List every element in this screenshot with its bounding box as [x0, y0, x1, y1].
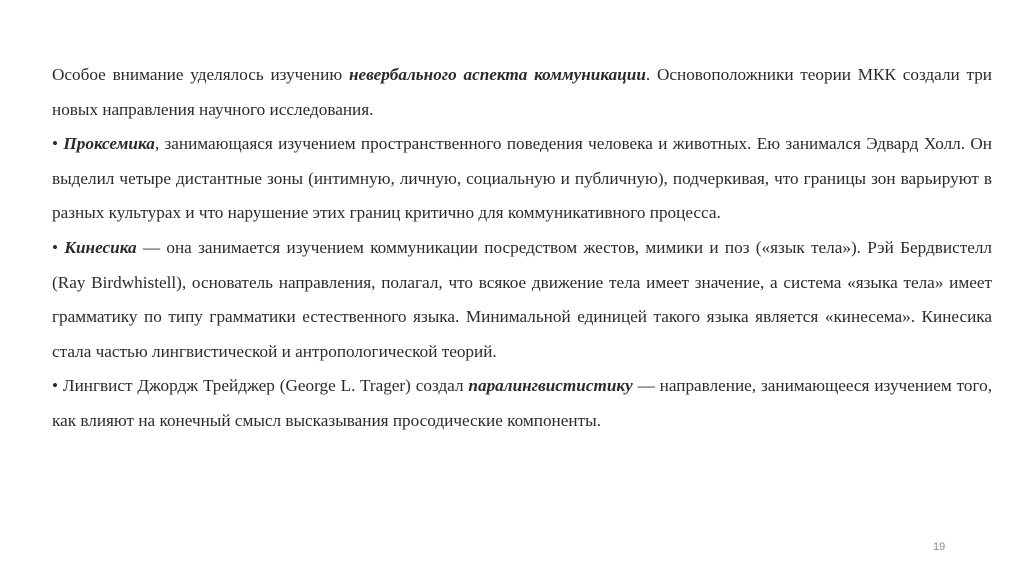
paralinguistics-text-after: — направление, занимающееся изучением того, как влияют на конечный смысл высказывания просодические компоненты. [52, 376, 992, 430]
nonverbal-aspect-term: невербального аспекта коммуникации [348, 65, 646, 84]
proxemics-text: , занимающаяся изучением пространственного поведения человека и животных. Ею занимался Эдвард Холл. Он выделил четыре дистантные зоны (интимную, личную, социальную и публичную), подчеркивая, что границы зон варьируют в разных культурах и что нарушение этих границ критично для коммуникативного процесса. [52, 134, 992, 223]
bullet-kinesics [52, 231, 992, 369]
bullet-marker: • [52, 237, 59, 257]
proxemics-term: Проксемика [63, 134, 155, 154]
bullet-marker: • [52, 376, 59, 396]
intro-text-before: Особое внимание уделялось изучению [52, 65, 349, 84]
bullet-paralinguistics [52, 369, 992, 438]
intro-paragraph [52, 58, 992, 127]
bullet-marker: • [52, 134, 59, 154]
intro-text-after: . Основоположники теории МКК создали три новых направления научного исследования. [52, 65, 993, 119]
kinesics-term: Кинесика [64, 237, 137, 257]
paralinguistics-term: паралингвистистику [468, 376, 633, 396]
page-number: 19 [933, 541, 946, 553]
paralinguistics-text-before: Лингвист Джордж Трейджер (George L. Trager) создал [58, 376, 469, 396]
bullet-proxemics [52, 127, 992, 231]
slide-body [52, 58, 992, 439]
kinesics-text: — она занимается изучением коммуникации посредством жестов, мимики и поз («язык тела»). Рэй Бердвистелл (Ray Birdwhistell), основатель направления, полагал, что всякое движение тела имеет значение, а система «языка тела» имеет грамматику по типу грамматики естественного языка. Минимальной единицей такого языка является «кинесема». Кинесика стала частью лингвистической и антропологической теорий. [52, 237, 992, 361]
